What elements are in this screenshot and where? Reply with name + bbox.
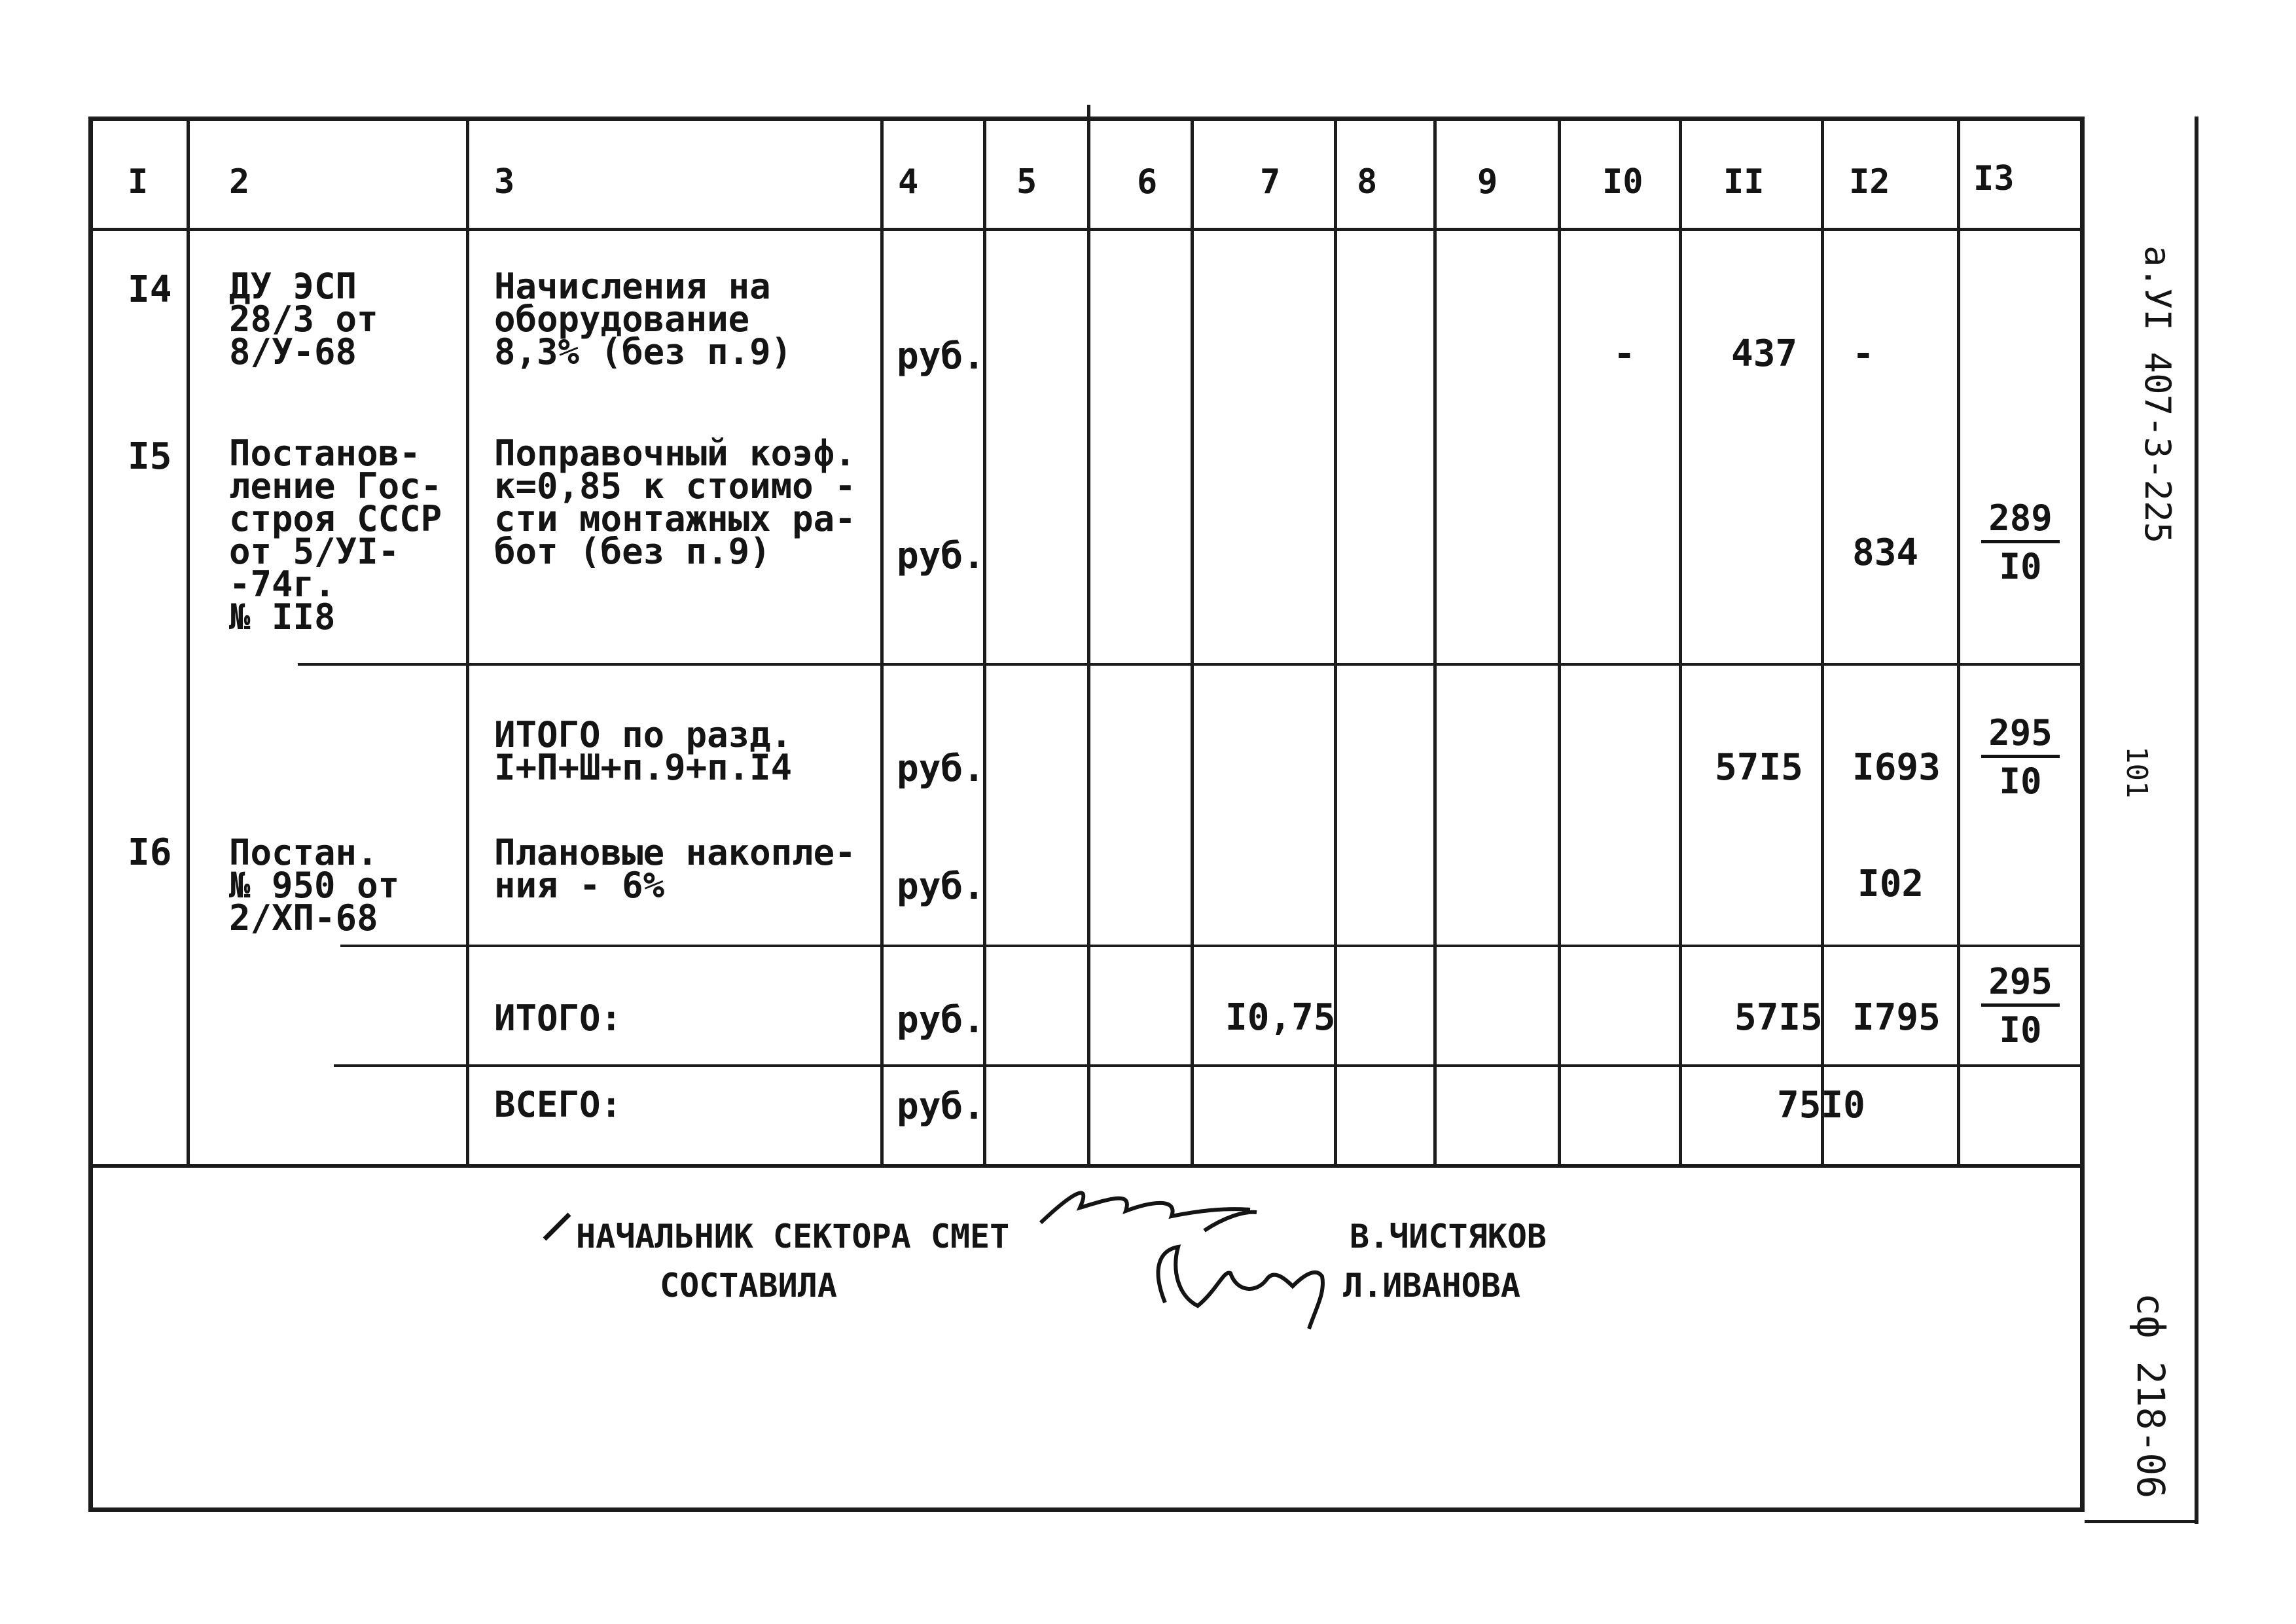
unit-cell: руб. xyxy=(897,865,985,908)
description-line: ния - 6% xyxy=(494,865,665,906)
unit-cell: руб. xyxy=(897,748,985,790)
tick-mark xyxy=(545,1214,569,1239)
basis-line: № 950 от xyxy=(229,865,400,906)
chief-name: В.ЧИСТЯКОВ xyxy=(1350,1218,1547,1255)
description-line: сти монтажных ра- xyxy=(494,498,856,539)
cell-col-7: I0,75 xyxy=(1225,996,1336,1039)
fraction-numerator: 295 xyxy=(1981,961,2060,1007)
margin-page-number: 101 xyxy=(2120,746,2153,799)
cell-col-11: 57I5 xyxy=(1734,996,1823,1039)
header-col-3: 3 xyxy=(494,162,515,202)
fraction-denominator: I0 xyxy=(1999,546,2042,587)
unit-cell: руб. xyxy=(897,335,985,378)
header-col-6: 6 xyxy=(1137,162,1158,202)
description-line: к=0,85 к стоимо - xyxy=(494,465,856,507)
description-line: оборудование xyxy=(494,298,750,340)
unit-cell: руб. xyxy=(897,535,985,577)
basis-line: Постанов- xyxy=(229,433,421,474)
unit-cell: руб. xyxy=(897,999,985,1041)
row-number: I6 xyxy=(128,831,172,874)
description-line: ИТОГО: xyxy=(494,998,622,1039)
description-line: Начисления на xyxy=(494,266,771,307)
header-col-5: 5 xyxy=(1016,162,1037,202)
header-col-10: I0 xyxy=(1602,162,1643,202)
header-col-1: I xyxy=(128,162,149,202)
cell-col-10: - xyxy=(1613,333,1636,375)
fraction-numerator: 289 xyxy=(1981,497,2060,543)
description-line: Плановые накопле- xyxy=(494,832,856,873)
fraction-denominator: I0 xyxy=(1999,761,2042,802)
basis-line: от 5/УI- xyxy=(229,531,400,572)
cell-col-12: - xyxy=(1852,333,1874,375)
header-col-9: 9 xyxy=(1477,162,1498,202)
grand-total-value: 75I0 xyxy=(1777,1084,1865,1127)
description-line: бот (без п.9) xyxy=(494,531,771,572)
description-line: 8,3% (без п.9) xyxy=(494,331,793,372)
chief-signature xyxy=(1041,1193,1257,1231)
basis-line: -74г. xyxy=(229,564,336,605)
description-line: I+П+Ш+п.9+п.I4 xyxy=(494,747,793,788)
unit-cell: руб. xyxy=(897,1085,985,1128)
header-col-12: I2 xyxy=(1849,162,1890,202)
fraction-denominator: I0 xyxy=(1999,1009,2042,1051)
description-line: Поправочный коэф. xyxy=(494,433,856,474)
basis-line: ление Гос- xyxy=(229,465,442,507)
compiler-signature xyxy=(1158,1247,1323,1329)
chief-title: НАЧАЛЬНИК СЕКТОРА СМЕТ xyxy=(576,1218,1010,1255)
basis-line: 8/У-68 xyxy=(229,331,357,372)
cell-col-12: I693 xyxy=(1852,746,1941,789)
cell-col-11: 57I5 xyxy=(1715,746,1803,789)
header-col-7: 7 xyxy=(1260,162,1281,202)
compiler-name: Л.ИВАНОВА xyxy=(1343,1267,1520,1305)
basis-line: строя СССР xyxy=(229,498,442,539)
basis-line: № II8 xyxy=(229,596,336,638)
header-col-11: II xyxy=(1723,162,1765,202)
basis-line: ДУ ЭСП xyxy=(229,266,357,307)
sheet-code: сф 218-06 xyxy=(2128,1293,2173,1499)
description-line: ИТОГО по разд. xyxy=(494,714,793,755)
project-code: а.УI 407-3-225 xyxy=(2137,245,2178,544)
row-number: I5 xyxy=(128,435,172,478)
basis-line: Постан. xyxy=(229,832,378,873)
description-line: ВСЕГО: xyxy=(494,1084,622,1125)
cell-col-12: I02 xyxy=(1857,863,1924,905)
cell-col-11: 437 xyxy=(1731,333,1798,375)
cell-col-12: I795 xyxy=(1852,996,1941,1039)
header-col-8: 8 xyxy=(1357,162,1378,202)
header-col-13: I3 xyxy=(1973,159,2015,198)
basis-line: 28/3 от xyxy=(229,298,378,340)
basis-line: 2/ХП-68 xyxy=(229,897,378,939)
fraction-numerator: 295 xyxy=(1981,712,2060,758)
header-col-2: 2 xyxy=(229,162,250,202)
compiler-title: СОСТАВИЛА xyxy=(660,1267,837,1305)
header-col-4: 4 xyxy=(898,162,919,202)
cell-col-12: 834 xyxy=(1852,532,1919,574)
row-number: I4 xyxy=(128,268,172,311)
